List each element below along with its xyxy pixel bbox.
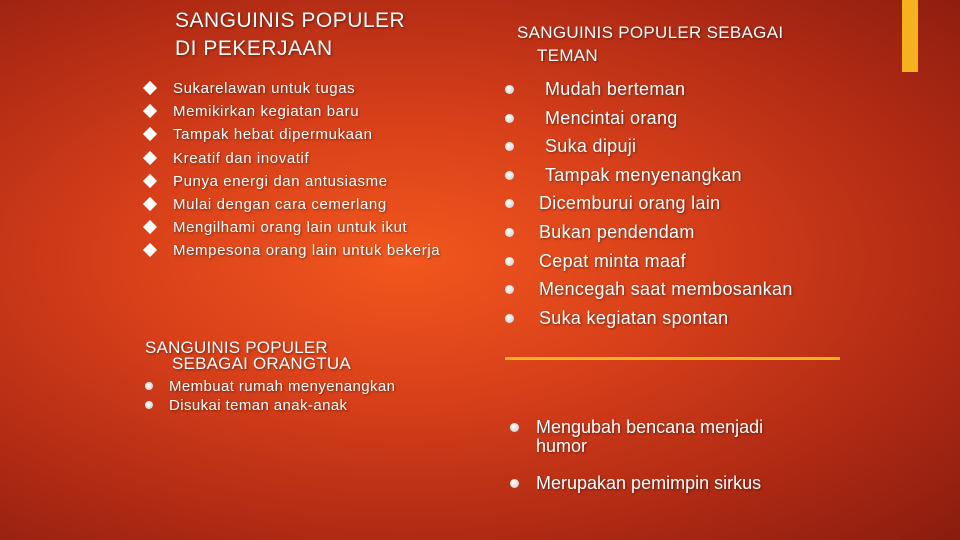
list-item — [505, 275, 793, 304]
list-item-text: Mudah berteman — [545, 79, 686, 99]
list-item — [505, 304, 793, 333]
parent-title-line: SANGUINIS POPULER — [145, 338, 328, 357]
list-item — [505, 132, 793, 161]
diamond-bullet-icon — [143, 220, 157, 234]
list-item — [145, 123, 440, 146]
dot-bullet-icon — [510, 479, 519, 488]
dot-bullet-icon — [145, 401, 153, 409]
list-item-text: Punya energi dan antusiasme — [173, 172, 388, 190]
list-item — [505, 247, 793, 276]
list-item-text: Sukarelawan untuk tugas — [173, 80, 356, 97]
list-item-text: Mencegah saat membosankan — [539, 279, 793, 300]
list-item-text: humor — [536, 436, 588, 456]
list-item-text: Kreatif dan inovatif — [173, 149, 310, 167]
parent-list — [145, 377, 395, 415]
dot-bullet-icon — [505, 199, 514, 208]
list-item-text: Bukan pendendam — [539, 221, 695, 242]
friend-list — [505, 75, 793, 332]
work-list — [145, 77, 440, 263]
work-title — [175, 7, 405, 63]
dot-bullet-icon — [510, 423, 519, 432]
list-item — [145, 77, 440, 100]
dot-bullet-icon — [505, 142, 514, 151]
list-item — [505, 218, 793, 247]
diamond-bullet-icon — [143, 243, 157, 257]
dot-bullet-icon — [505, 314, 514, 323]
diamond-bullet-icon — [143, 197, 157, 211]
accent-bar — [902, 0, 918, 72]
list-item-text: Mengubah bencana menjadi — [536, 417, 764, 437]
dot-bullet-icon — [505, 285, 514, 294]
list-item — [145, 193, 440, 216]
list-item-text: Mempesona orang lain untuk bekerja — [173, 242, 441, 260]
dot-bullet-icon — [145, 382, 153, 390]
list-item-text: Membuat rumah menyenangkan — [169, 378, 396, 395]
work-title-line: DI PEKERJAAN — [175, 37, 333, 60]
list-item — [510, 418, 763, 456]
diamond-bullet-icon — [143, 127, 157, 141]
dot-bullet-icon — [505, 85, 514, 94]
friend-title-line: SANGUINIS POPULER SEBAGAI — [517, 23, 784, 42]
list-item-text: Merupakan pemimpin sirkus — [536, 473, 762, 493]
list-item — [505, 189, 793, 218]
parent-title — [145, 340, 351, 372]
list-item — [145, 216, 440, 239]
list-item — [145, 377, 395, 396]
diamond-bullet-icon — [143, 104, 157, 118]
friend-title-line: TEMAN — [537, 46, 598, 65]
dot-bullet-icon — [505, 257, 514, 266]
list-item-text: Mulai dengan cara cemerlang — [173, 195, 387, 213]
list-item — [510, 474, 763, 493]
extra-list — [510, 418, 763, 493]
list-item-text: Dicemburui orang lain — [539, 193, 721, 214]
parent-title-line: SEBAGAI ORANGTUA — [172, 354, 351, 373]
dot-bullet-icon — [505, 114, 514, 123]
list-item — [145, 100, 440, 123]
list-item — [145, 239, 440, 262]
list-item — [145, 147, 440, 170]
list-item-text: Mengilhami orang lain untuk ikut — [173, 219, 408, 237]
friend-title — [517, 21, 783, 67]
list-item-text: Tampak menyenangkan — [545, 164, 742, 185]
dot-bullet-icon — [505, 171, 514, 180]
diamond-bullet-icon — [143, 81, 157, 95]
list-item-text: Memikirkan kegiatan baru — [173, 103, 360, 121]
list-item — [505, 75, 793, 104]
list-item-text: Cepat minta maaf — [539, 250, 686, 271]
list-item — [505, 104, 793, 133]
list-item — [145, 396, 395, 415]
list-item-text: Suka kegiatan spontan — [539, 307, 729, 328]
list-item — [145, 170, 440, 193]
diamond-bullet-icon — [143, 174, 157, 188]
list-item-text: Disukai teman anak-anak — [169, 397, 348, 414]
list-item-text: Mencintai orang — [545, 107, 678, 128]
diamond-bullet-icon — [143, 150, 157, 164]
work-title-line: SANGUINIS POPULER — [175, 9, 406, 32]
list-item-text: Suka dipuji — [545, 136, 637, 157]
dot-bullet-icon — [505, 228, 514, 237]
section-divider — [505, 357, 840, 360]
list-item-text: Tampak hebat dipermukaan — [173, 126, 373, 144]
list-item — [505, 161, 793, 190]
